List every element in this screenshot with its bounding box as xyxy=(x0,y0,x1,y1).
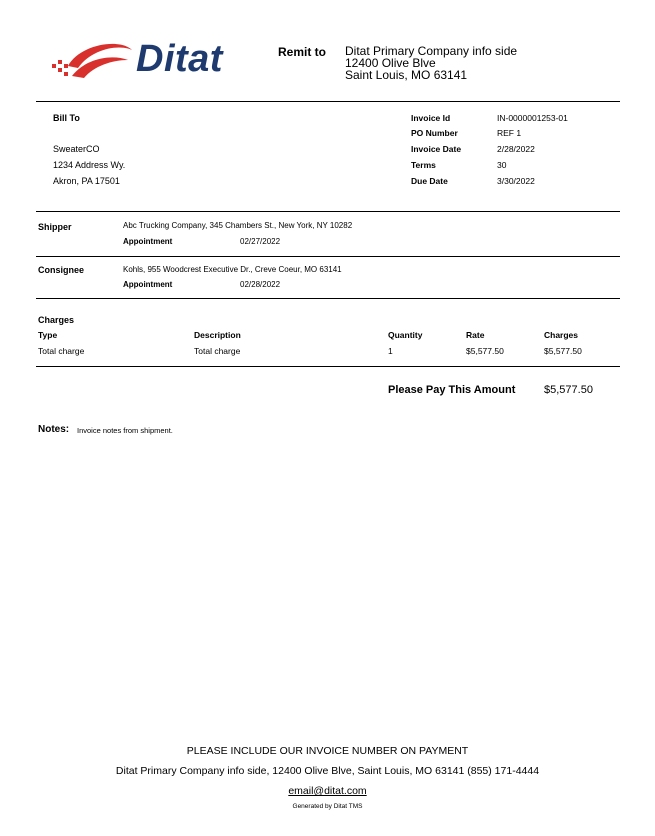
notes-text: Invoice notes from shipment. xyxy=(77,426,173,435)
charge-amount-cell: $5,577.50 xyxy=(544,346,582,356)
total-amount: $5,577.50 xyxy=(544,384,593,396)
consignee-address: Kohls, 955 Woodcrest Executive Dr., Creve Coeur, MO 63141 xyxy=(123,265,342,274)
remit-line: Ditat Primary Company info side xyxy=(345,44,518,58)
shipper-appointment-date: 02/27/2022 xyxy=(240,237,281,246)
company-logo xyxy=(50,36,250,86)
shipper-appointment-label: Appointment xyxy=(123,237,173,246)
bill-to-name: SweaterCO xyxy=(53,144,100,154)
footer-email-wrap xyxy=(0,785,655,797)
remit-to-label: Remit to xyxy=(278,45,326,59)
invoice-info-value: 30 xyxy=(497,160,507,170)
divider xyxy=(36,366,620,367)
shipper-address: Abc Trucking Company, 345 Chambers St., New York, NY 10282 xyxy=(123,221,353,230)
charges-header-type: Type xyxy=(38,330,58,340)
consignee-label: Consignee xyxy=(38,265,85,275)
invoice-info-row xyxy=(411,176,631,191)
invoice-info-row xyxy=(411,160,631,175)
consignee-appointment-date: 02/28/2022 xyxy=(240,280,281,289)
remit-line: 12400 Olive Blve xyxy=(345,56,436,70)
invoice-info-value: 3/30/2022 xyxy=(497,176,535,186)
total-label: Please Pay This Amount xyxy=(388,384,516,396)
invoice-info-label: Invoice Date xyxy=(411,144,462,154)
footer-company-info: Ditat Primary Company info side, 12400 Olive Blve, Saint Louis, MO 63141 (855) 171-4444 xyxy=(115,765,540,777)
invoice-info-label: Due Date xyxy=(411,176,448,186)
divider xyxy=(36,298,620,299)
invoice-info-row xyxy=(411,113,631,128)
bill-to-address-line2: Akron, PA 17501 xyxy=(53,176,120,186)
charges-title: Charges xyxy=(38,315,75,325)
bill-to-address-line1: 1234 Address Wy. xyxy=(53,160,126,170)
consignee-appointment-label: Appointment xyxy=(123,280,173,289)
bill-to-label: Bill To xyxy=(53,113,80,123)
remit-to-address xyxy=(345,45,517,81)
footer-generated-by: Generated by Ditat TMS xyxy=(292,803,363,810)
invoice-info-label: PO Number xyxy=(411,128,458,138)
charges-header-charges: Charges xyxy=(544,330,579,340)
remit-line: Saint Louis, MO 63141 xyxy=(345,68,468,82)
invoice-info-value: 2/28/2022 xyxy=(497,144,535,154)
invoice-info-value: IN-0000001253-01 xyxy=(497,113,568,123)
charge-type-cell: Total charge xyxy=(38,346,85,356)
invoice-info-label: Invoice Id xyxy=(411,113,451,123)
logo-wordmark: Ditat xyxy=(136,38,223,80)
logo-swoosh-icon xyxy=(50,36,140,86)
divider xyxy=(36,211,620,212)
notes-label: Notes: xyxy=(38,424,70,435)
charge-rate-cell: $5,577.50 xyxy=(466,346,504,356)
invoice-info-row xyxy=(411,128,631,143)
divider xyxy=(36,256,620,257)
divider xyxy=(36,101,620,102)
invoice-info-label: Terms xyxy=(411,160,436,170)
shipper-label: Shipper xyxy=(38,222,72,232)
charge-description-cell: Total charge xyxy=(194,346,241,356)
footer-payment-note: PLEASE INCLUDE OUR INVOICE NUMBER ON PAYMENT xyxy=(186,745,469,757)
charges-header-description: Description xyxy=(194,330,241,340)
charges-header-quantity: Quantity xyxy=(388,330,423,340)
charges-header-rate: Rate xyxy=(466,330,485,340)
invoice-info-value: REF 1 xyxy=(497,128,522,138)
footer-email-link[interactable]: email@ditat.com xyxy=(288,785,367,797)
charge-quantity-cell: 1 xyxy=(388,346,393,356)
invoice-info-row xyxy=(411,144,631,159)
